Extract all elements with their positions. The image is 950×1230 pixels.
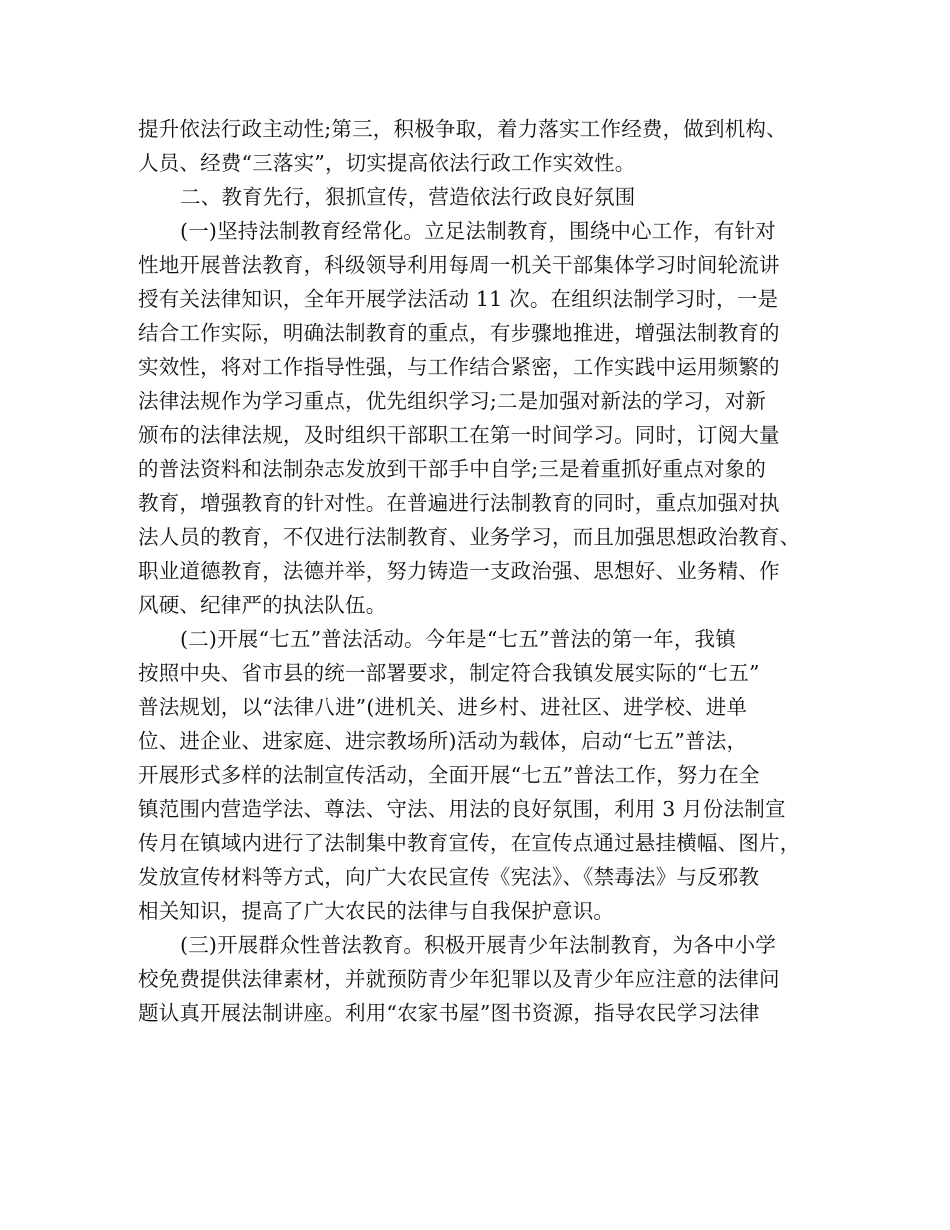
text-line: 风硬、纪律严的执法队伍。 (138, 593, 387, 617)
text-line: 镇范围内营造学法、尊法、守法、用法的良好氛围，利用 3 月份法制宣 (138, 797, 786, 821)
text-line: 按照中央、省市县的统一部署要求，制定符合我镇发展实际的“七五” (138, 661, 760, 685)
text-line: (二)开展“七五”普法活动。今年是“七五”普法的第一年，我镇 (180, 627, 736, 651)
text-line: 提升依法行政主动性;第三，积极争取，着力落实工作经费，做到机构、 (138, 117, 787, 141)
text-line: 人员、经费“三落实”，切实提高依法行政工作实效性。 (138, 151, 636, 175)
text-line: 的普法资料和法制杂志发放到干部手中自学;三是着重抓好重点对象的 (138, 457, 767, 481)
text-line: 教育，增强教育的针对性。在普遍进行法制教育的同时，重点加强对执 (138, 491, 780, 515)
text-line: 普法规划，以“法律八进”(进机关、进乡村、进社区、进学校、进单 (138, 695, 748, 719)
text-line: (一)坚持法制教育经常化。立足法制教育，围绕中心工作，有针对 (180, 219, 776, 243)
text-line: 法人员的教育，不仅进行法制教育、业务学习，而且加强思想政治教育、 (138, 525, 801, 549)
text-line: 相关知识，提高了广大农民的法律与自我保护意识。 (138, 899, 615, 923)
text-line: 授有关法律知识，全年开展学法活动 11 次。在组织法制学习时，一是 (138, 287, 779, 311)
text-line: 题认真开展法制讲座。利用“农家书屋”图书资源，指导农民学习法律 (138, 1001, 760, 1025)
text-line: 实效性，将对工作指导性强，与工作结合紧密，工作实践中运用频繁的 (138, 355, 780, 379)
text-line: 结合工作实际，明确法制教育的重点，有步骤地推进，增强法制教育的 (138, 321, 780, 345)
text-line: 发放宣传材料等方式，向广大农民宣传《宪法》、《禁毒法》与反邪教 (138, 865, 760, 889)
text-line: 性地开展普法教育，科级领导利用每周一机关干部集体学习时间轮流讲 (138, 253, 780, 277)
section-heading: 二、教育先行，狠抓宣传，营造依法行政良好氛围 (180, 185, 636, 209)
text-line: 开展形式多样的法制宣传活动，全面开展“七五”普法工作，努力在全 (138, 763, 760, 787)
text-line: 传月在镇域内进行了法制集中教育宣传，在宣传点通过悬挂横幅、图片， (138, 831, 801, 855)
text-line: (三)开展群众性普法教育。积极开展青少年法制教育，为各中小学 (180, 933, 776, 957)
text-line: 职业道德教育，法德并举，努力铸造一支政治强、思想好、业务精、作 (138, 559, 780, 583)
text-line: 校免费提供法律素材，并就预防青少年犯罪以及青少年应注意的法律问 (138, 967, 780, 991)
text-line: 颁布的法律法规，及时组织干部职工在第一时间学习。同时，订阅大量 (138, 423, 780, 447)
text-line: 位、进企业、进家庭、进宗教场所)活动为载体，启动“七五”普法， (138, 729, 748, 753)
text-line: 法律法规作为学习重点，优先组织学习;二是加强对新法的学习，对新 (138, 389, 767, 413)
